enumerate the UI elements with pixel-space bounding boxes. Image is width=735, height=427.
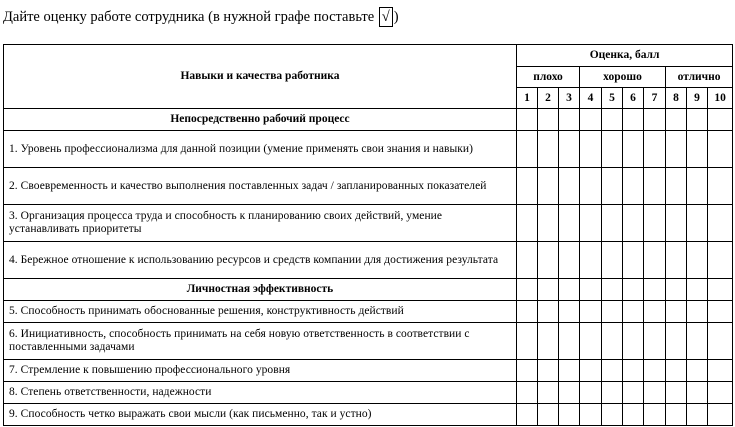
section-blank-cell bbox=[623, 109, 644, 131]
evaluation-table bbox=[3, 44, 733, 426]
section-blank-cell bbox=[602, 279, 623, 301]
score-cell-4[interactable] bbox=[580, 323, 602, 360]
criterion-label: 2. Своевременность и качество выполнения поставленных задач / запланированных показателей bbox=[4, 168, 517, 205]
score-number-10: 10 bbox=[708, 88, 733, 109]
score-cell-10[interactable] bbox=[708, 131, 733, 168]
criterion-row bbox=[4, 301, 733, 323]
score-cell-4[interactable] bbox=[580, 404, 602, 426]
criterion-label: 5. Способность принимать обоснованные решения, конструктивность действий bbox=[4, 301, 517, 323]
score-cell-4[interactable] bbox=[580, 205, 602, 242]
score-cell-2[interactable] bbox=[538, 131, 559, 168]
score-cell-7[interactable] bbox=[644, 131, 666, 168]
section-blank-cell bbox=[538, 109, 559, 131]
criterion-row bbox=[4, 131, 733, 168]
score-cell-1[interactable] bbox=[517, 242, 538, 279]
instruction-text bbox=[3, 6, 399, 28]
score-cell-6[interactable] bbox=[623, 205, 644, 242]
score-cell-5[interactable] bbox=[602, 301, 623, 323]
score-cell-10[interactable] bbox=[708, 301, 733, 323]
score-cell-1[interactable] bbox=[517, 168, 538, 205]
score-cell-5[interactable] bbox=[602, 323, 623, 360]
score-cell-7[interactable] bbox=[644, 360, 666, 382]
score-cell-10[interactable] bbox=[708, 205, 733, 242]
score-number-3: 3 bbox=[559, 88, 580, 109]
score-cell-1[interactable] bbox=[517, 323, 538, 360]
section-blank-cell bbox=[708, 109, 733, 131]
section-blank-cell bbox=[687, 279, 708, 301]
score-cell-2[interactable] bbox=[538, 242, 559, 279]
score-cell-7[interactable] bbox=[644, 323, 666, 360]
criterion-label: 6. Инициативность, способность принимать на себя новую ответственность в соответствии с поставленными задачами bbox=[4, 323, 517, 360]
criterion-row bbox=[4, 168, 733, 205]
score-cell-8[interactable] bbox=[666, 131, 687, 168]
score-cell-1[interactable] bbox=[517, 301, 538, 323]
score-number-5: 5 bbox=[602, 88, 623, 109]
section-title: Непосредственно рабочий процесс bbox=[4, 109, 517, 131]
score-number-2: 2 bbox=[538, 88, 559, 109]
score-cell-8[interactable] bbox=[666, 360, 687, 382]
criterion-label: 3. Организация процесса труда и способность к планированию своих действий, умение устанавливать приоритеты bbox=[4, 205, 517, 242]
criterion-row bbox=[4, 360, 733, 382]
section-blank-cell bbox=[559, 109, 580, 131]
score-cell-3[interactable] bbox=[559, 131, 580, 168]
score-cell-2[interactable] bbox=[538, 205, 559, 242]
score-cell-7[interactable] bbox=[644, 382, 666, 404]
criterion-row bbox=[4, 404, 733, 426]
section-blank-cell bbox=[559, 279, 580, 301]
criterion-label: 4. Бережное отношение к использованию ресурсов и средств компании для достижения результата bbox=[4, 242, 517, 279]
criterion-label: 9. Способность четко выражать свои мысли (как письменно, так и устно) bbox=[4, 404, 517, 426]
criterion-row bbox=[4, 323, 733, 360]
score-cell-9[interactable] bbox=[687, 360, 708, 382]
criterion-label: 1. Уровень профессионализма для данной позиции (умение применять свои знания и навыки) bbox=[4, 131, 517, 168]
score-cell-8[interactable] bbox=[666, 404, 687, 426]
score-cell-2[interactable] bbox=[538, 382, 559, 404]
score-cell-8[interactable] bbox=[666, 242, 687, 279]
score-cell-6[interactable] bbox=[623, 301, 644, 323]
section-blank-cell bbox=[538, 279, 559, 301]
criterion-label: 7. Стремление к повышению профессионального уровня bbox=[4, 360, 517, 382]
score-cell-5[interactable] bbox=[602, 404, 623, 426]
section-title: Личностная эффективность bbox=[4, 279, 517, 301]
score-cell-9[interactable] bbox=[687, 242, 708, 279]
score-number-6: 6 bbox=[623, 88, 644, 109]
score-cell-5[interactable] bbox=[602, 168, 623, 205]
score-cell-4[interactable] bbox=[580, 168, 602, 205]
section-blank-cell bbox=[602, 109, 623, 131]
group-bad: плохо bbox=[517, 67, 580, 88]
score-cell-3[interactable] bbox=[559, 323, 580, 360]
score-cell-1[interactable] bbox=[517, 382, 538, 404]
score-cell-5[interactable] bbox=[602, 382, 623, 404]
score-number-9: 9 bbox=[687, 88, 708, 109]
score-cell-3[interactable] bbox=[559, 404, 580, 426]
score-cell-4[interactable] bbox=[580, 242, 602, 279]
score-cell-2[interactable] bbox=[538, 301, 559, 323]
section-blank-cell bbox=[517, 279, 538, 301]
section-blank-cell bbox=[644, 279, 666, 301]
section-blank-cell bbox=[666, 279, 687, 301]
criterion-label: 8. Степень ответственности, надежности bbox=[4, 382, 517, 404]
section-blank-cell bbox=[623, 279, 644, 301]
score-cell-4[interactable] bbox=[580, 301, 602, 323]
score-number-1: 1 bbox=[517, 88, 538, 109]
score-cell-8[interactable] bbox=[666, 168, 687, 205]
score-cell-8[interactable] bbox=[666, 301, 687, 323]
score-cell-4[interactable] bbox=[580, 131, 602, 168]
score-cell-8[interactable] bbox=[666, 382, 687, 404]
score-cell-6[interactable] bbox=[623, 242, 644, 279]
score-cell-10[interactable] bbox=[708, 360, 733, 382]
score-cell-3[interactable] bbox=[559, 301, 580, 323]
score-cell-10[interactable] bbox=[708, 404, 733, 426]
score-cell-4[interactable] bbox=[580, 382, 602, 404]
score-cell-9[interactable] bbox=[687, 205, 708, 242]
score-cell-6[interactable] bbox=[623, 404, 644, 426]
score-cell-6[interactable] bbox=[623, 360, 644, 382]
instruction-close: ) bbox=[393, 9, 399, 25]
score-cell-5[interactable] bbox=[602, 360, 623, 382]
score-cell-9[interactable] bbox=[687, 404, 708, 426]
score-number-8: 8 bbox=[666, 88, 687, 109]
section-blank-cell bbox=[517, 109, 538, 131]
score-cell-6[interactable] bbox=[623, 168, 644, 205]
instruction-label: Дайте оценку работе сотрудника (в нужной графе поставьте bbox=[3, 9, 375, 25]
score-cell-3[interactable] bbox=[559, 205, 580, 242]
section-blank-cell bbox=[644, 109, 666, 131]
score-cell-3[interactable] bbox=[559, 382, 580, 404]
criterion-row bbox=[4, 205, 733, 242]
score-cell-7[interactable] bbox=[644, 301, 666, 323]
score-cell-4[interactable] bbox=[580, 360, 602, 382]
score-cell-5[interactable] bbox=[602, 242, 623, 279]
score-cell-10[interactable] bbox=[708, 168, 733, 205]
score-cell-8[interactable] bbox=[666, 323, 687, 360]
score-cell-5[interactable] bbox=[602, 131, 623, 168]
score-cell-7[interactable] bbox=[644, 242, 666, 279]
score-cell-1[interactable] bbox=[517, 131, 538, 168]
score-cell-6[interactable] bbox=[623, 382, 644, 404]
score-cell-1[interactable] bbox=[517, 404, 538, 426]
score-cell-1[interactable] bbox=[517, 360, 538, 382]
score-number-4: 4 bbox=[580, 88, 602, 109]
score-cell-3[interactable] bbox=[559, 242, 580, 279]
section-blank-cell bbox=[687, 109, 708, 131]
score-cell-9[interactable] bbox=[687, 323, 708, 360]
score-cell-7[interactable] bbox=[644, 205, 666, 242]
criterion-row bbox=[4, 242, 733, 279]
score-cell-3[interactable] bbox=[559, 168, 580, 205]
section-blank-cell bbox=[708, 279, 733, 301]
score-cell-10[interactable] bbox=[708, 382, 733, 404]
group-good: хорошо bbox=[580, 67, 666, 88]
score-header: Оценка, балл bbox=[517, 45, 733, 67]
score-cell-3[interactable] bbox=[559, 360, 580, 382]
score-cell-9[interactable] bbox=[687, 131, 708, 168]
score-cell-2[interactable] bbox=[538, 168, 559, 205]
score-cell-2[interactable] bbox=[538, 360, 559, 382]
section-blank-cell bbox=[666, 109, 687, 131]
group-excellent: отлично bbox=[666, 67, 733, 88]
score-cell-5[interactable] bbox=[602, 205, 623, 242]
score-cell-7[interactable] bbox=[644, 168, 666, 205]
score-cell-2[interactable] bbox=[538, 404, 559, 426]
score-cell-1[interactable] bbox=[517, 205, 538, 242]
section-blank-cell bbox=[580, 279, 602, 301]
check-mark-icon: √ bbox=[379, 7, 393, 27]
score-cell-6[interactable] bbox=[623, 131, 644, 168]
score-cell-7[interactable] bbox=[644, 404, 666, 426]
score-cell-9[interactable] bbox=[687, 382, 708, 404]
score-cell-10[interactable] bbox=[708, 323, 733, 360]
score-cell-8[interactable] bbox=[666, 205, 687, 242]
section-blank-cell bbox=[580, 109, 602, 131]
score-number-7: 7 bbox=[644, 88, 666, 109]
score-cell-6[interactable] bbox=[623, 323, 644, 360]
score-cell-9[interactable] bbox=[687, 168, 708, 205]
skills-header: Навыки и качества работника bbox=[4, 45, 517, 109]
score-cell-2[interactable] bbox=[538, 323, 559, 360]
score-cell-10[interactable] bbox=[708, 242, 733, 279]
score-cell-9[interactable] bbox=[687, 301, 708, 323]
criterion-row bbox=[4, 382, 733, 404]
